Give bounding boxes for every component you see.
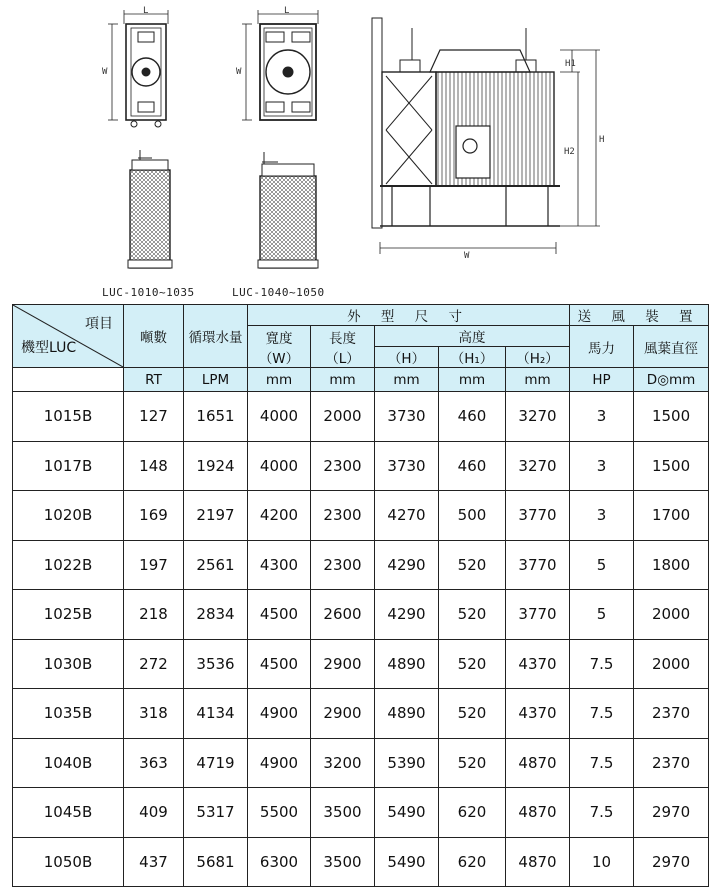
cell-width: 4900 [248, 738, 311, 788]
cell-h2: 4370 [506, 639, 570, 689]
unit-empty [13, 368, 124, 392]
unit-hp: HP [570, 368, 634, 392]
cell-width: 4300 [248, 540, 311, 590]
cell-h1: 520 [439, 540, 506, 590]
header-height-group: 高度 [375, 326, 570, 347]
label-w-1: W [102, 67, 108, 77]
header-h: （H） [375, 347, 439, 368]
cell-h2: 3770 [506, 540, 570, 590]
cell-hp: 7.5 [570, 738, 634, 788]
unit-lpm: LPM [184, 368, 248, 392]
header-h2: （H₂） [506, 347, 570, 368]
cell-width: 4900 [248, 689, 311, 739]
cell-hp: 7.5 [570, 788, 634, 838]
unit-length: mm [311, 368, 375, 392]
cell-width: 4200 [248, 491, 311, 541]
cell-h: 3730 [375, 392, 439, 442]
cell-hp: 5 [570, 590, 634, 640]
cell-hp: 3 [570, 491, 634, 541]
cell-h: 5490 [375, 788, 439, 838]
cell-hp: 3 [570, 392, 634, 442]
front-view-small [128, 150, 172, 268]
cell-model: 1045B [13, 788, 124, 838]
cell-length: 2600 [311, 590, 375, 640]
cell-rt: 127 [124, 392, 184, 442]
cell-h1: 460 [439, 392, 506, 442]
cell-width: 4500 [248, 639, 311, 689]
cell-width: 4500 [248, 590, 311, 640]
cell-h: 4290 [375, 590, 439, 640]
header-width-label: 寬度 [265, 330, 293, 347]
cell-h1: 460 [439, 441, 506, 491]
cell-width: 6300 [248, 837, 311, 887]
cell-h2: 4870 [506, 788, 570, 838]
corner-header-cell [13, 305, 124, 368]
side-elevation [372, 18, 600, 254]
cell-h1: 500 [439, 491, 506, 541]
cell-length: 2900 [311, 639, 375, 689]
cell-width: 4000 [248, 392, 311, 442]
cell-h: 4290 [375, 540, 439, 590]
cell-h2: 3770 [506, 491, 570, 541]
table-row [13, 392, 709, 442]
unit-width: mm [248, 368, 311, 392]
cell-width: 5500 [248, 788, 311, 838]
cell-model: 1050B [13, 837, 124, 887]
cell-model: 1035B [13, 689, 124, 739]
cell-length: 3500 [311, 788, 375, 838]
spec-table [12, 304, 709, 887]
cell-h1: 520 [439, 639, 506, 689]
cell-lpm: 2834 [184, 590, 248, 640]
cell-width: 4000 [248, 441, 311, 491]
cell-rt: 409 [124, 788, 184, 838]
cell-model: 1030B [13, 639, 124, 689]
cell-diameter: 2970 [634, 837, 709, 887]
header-fan-diameter: 風葉直徑 [634, 326, 709, 368]
header-length-symbol: （L） [325, 350, 360, 367]
cell-h: 4890 [375, 639, 439, 689]
cell-model: 1025B [13, 590, 124, 640]
unit-h: mm [375, 368, 439, 392]
label-w-2: W [236, 67, 242, 77]
cell-length: 2300 [311, 441, 375, 491]
header-horsepower: 馬力 [570, 326, 634, 368]
drawing-canvas [0, 0, 720, 302]
unit-diameter: D◎mm [634, 368, 709, 392]
cell-h2: 3270 [506, 392, 570, 442]
header-length [311, 326, 375, 368]
cell-rt: 169 [124, 491, 184, 541]
header-outer-dimensions: 外 型 尺 寸 [248, 305, 570, 326]
cell-lpm: 4719 [184, 738, 248, 788]
top-view-small [108, 10, 168, 127]
cell-h1: 520 [439, 590, 506, 640]
table-row [13, 441, 709, 491]
table-row [13, 491, 709, 541]
technical-drawings [0, 0, 720, 302]
cell-length: 2000 [311, 392, 375, 442]
cell-model: 1015B [13, 392, 124, 442]
cell-h2: 3270 [506, 441, 570, 491]
top-view-large [242, 10, 318, 120]
caption-luc-1010-1035: LUC-1010~1035 [102, 286, 195, 299]
cell-h: 5390 [375, 738, 439, 788]
header-h1: （H₁） [439, 347, 506, 368]
cell-hp: 7.5 [570, 689, 634, 739]
corner-model-label: 機型LUC [21, 340, 77, 356]
unit-h2: mm [506, 368, 570, 392]
cell-rt: 318 [124, 689, 184, 739]
table-row [13, 738, 709, 788]
cell-lpm: 5681 [184, 837, 248, 887]
cell-model: 1020B [13, 491, 124, 541]
cell-h2: 4870 [506, 837, 570, 887]
table-row [13, 639, 709, 689]
cell-h1: 620 [439, 837, 506, 887]
cell-hp: 10 [570, 837, 634, 887]
cell-model: 1040B [13, 738, 124, 788]
header-width-symbol: （W） [258, 350, 300, 367]
cell-lpm: 4134 [184, 689, 248, 739]
unit-h1: mm [439, 368, 506, 392]
cell-diameter: 2970 [634, 788, 709, 838]
header-tonnage: 噸數 [124, 305, 184, 368]
unit-rt: RT [124, 368, 184, 392]
table-row [13, 590, 709, 640]
cell-h1: 520 [439, 689, 506, 739]
label-h2: H2 [564, 147, 575, 157]
cell-length: 2300 [311, 491, 375, 541]
cell-rt: 437 [124, 837, 184, 887]
cell-h: 4890 [375, 689, 439, 739]
table-row [13, 837, 709, 887]
cell-length: 2300 [311, 540, 375, 590]
cell-hp: 7.5 [570, 639, 634, 689]
cell-rt: 218 [124, 590, 184, 640]
front-view-large [258, 152, 318, 268]
caption-luc-1040-1050: LUC-1040~1050 [232, 286, 325, 299]
table-row [13, 689, 709, 739]
table-row [13, 540, 709, 590]
label-h1: H1 [565, 59, 576, 69]
cell-rt: 363 [124, 738, 184, 788]
cell-lpm: 1651 [184, 392, 248, 442]
cell-model: 1022B [13, 540, 124, 590]
cell-rt: 148 [124, 441, 184, 491]
header-width [248, 326, 311, 368]
cell-hp: 5 [570, 540, 634, 590]
cell-diameter: 2000 [634, 639, 709, 689]
cell-hp: 3 [570, 441, 634, 491]
cell-lpm: 2197 [184, 491, 248, 541]
label-l-1: L [143, 6, 149, 16]
cell-length: 3500 [311, 837, 375, 887]
cell-h: 4270 [375, 491, 439, 541]
label-l-2: L [284, 6, 290, 16]
cell-rt: 197 [124, 540, 184, 590]
cell-h1: 520 [439, 738, 506, 788]
cell-h2: 3770 [506, 590, 570, 640]
units-row [13, 368, 709, 392]
cell-diameter: 2000 [634, 590, 709, 640]
label-h: H [599, 135, 605, 145]
cell-lpm: 3536 [184, 639, 248, 689]
header-fan-unit: 送 風 裝 置 [570, 305, 709, 326]
cell-diameter: 1500 [634, 441, 709, 491]
cell-h: 5490 [375, 837, 439, 887]
header-flow: 循環水量 [184, 305, 248, 368]
cell-h: 3730 [375, 441, 439, 491]
cell-h2: 4870 [506, 738, 570, 788]
cell-diameter: 1800 [634, 540, 709, 590]
cell-lpm: 5317 [184, 788, 248, 838]
cell-h1: 620 [439, 788, 506, 838]
cell-lpm: 1924 [184, 441, 248, 491]
cell-rt: 272 [124, 639, 184, 689]
label-w-3: W [464, 251, 470, 261]
header-length-label: 長度 [329, 330, 356, 347]
cell-diameter: 1700 [634, 491, 709, 541]
cell-diameter: 2370 [634, 738, 709, 788]
cell-length: 2900 [311, 689, 375, 739]
corner-item-label: 項目 [85, 316, 113, 332]
table-row [13, 788, 709, 838]
cell-diameter: 2370 [634, 689, 709, 739]
cell-diameter: 1500 [634, 392, 709, 442]
cell-h2: 4370 [506, 689, 570, 739]
cell-model: 1017B [13, 441, 124, 491]
cell-lpm: 2561 [184, 540, 248, 590]
cell-length: 3200 [311, 738, 375, 788]
